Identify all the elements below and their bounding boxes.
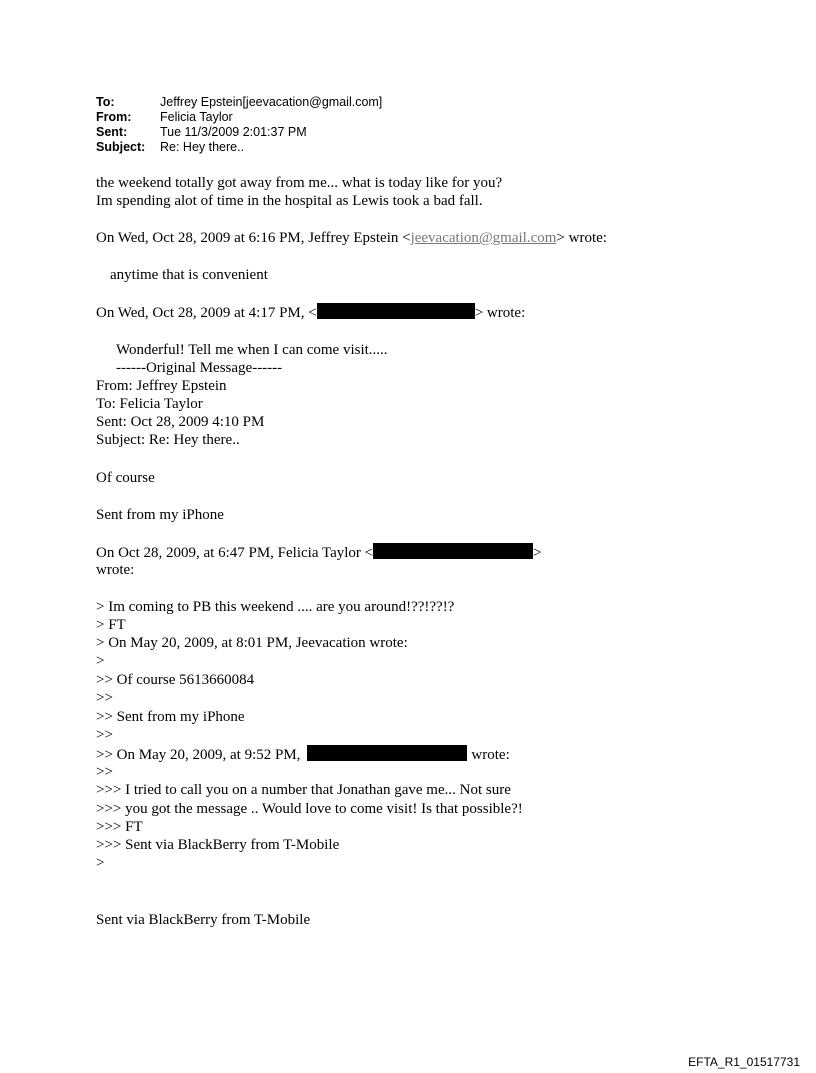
orig-to-line: To: Felicia Taylor [96,396,203,412]
quote-header-2-suffix: > wrote: [474,305,526,321]
sent-value: Tue 11/3/2009 2:01:37 PM [160,125,307,139]
header-subject-row [96,140,382,155]
email-link[interactable]: jeevacation@gmail.com [410,230,557,246]
quote-header-3-suffix: > [533,545,542,561]
quote-header-2-prefix: On Wed, Oct 28, 2009 at 4:17 PM, < [96,305,317,321]
header-sent-row [96,125,382,140]
reply-line-2: Wonderful! Tell me when I can come visit..... [116,342,388,358]
quoted-line-14: >>> Sent via BlackBerry from T-Mobile [96,837,340,853]
quote-header-2 [96,303,525,322]
document-id-stamp: EFTA_R1_01517731 [688,1055,800,1069]
quoted-line-8: >> [96,727,113,743]
quoted-line-1: > Im coming to PB this weekend .... are you around!??!??!? [96,599,455,615]
of-course-line: Of course [96,470,155,486]
redaction-block [317,303,475,319]
quote-header-3 [96,543,542,562]
quoted-line-2: > FT [96,617,126,633]
original-message-separator: ------Original Message------ [116,360,283,376]
quote-header-1 [96,229,607,247]
body-line-1: the weekend totally got away from me... what is today like for you? [96,175,503,191]
quoted-line-3: > On May 20, 2009, at 8:01 PM, Jeevacation wrote: [96,635,408,651]
redaction-block [373,543,533,559]
sent-label: Sent: [96,125,128,139]
email-header [96,95,382,155]
header-from-row [96,110,382,125]
to-label: To: [96,95,115,109]
quote-header-3-prefix: On Oct 28, 2009, at 6:47 PM, Felicia Taylor < [96,545,374,561]
quoted-line-9-prefix: >> On May 20, 2009, at 9:52 PM, [96,747,301,763]
orig-from-line: From: Jeffrey Epstein [96,378,227,394]
orig-subject-line: Subject: Re: Hey there.. [96,432,240,448]
quoted-line-7: >> Sent from my iPhone [96,709,245,725]
reply-line-1: anytime that is convenient [110,267,268,283]
quoted-line-9-suffix: wrote: [471,747,510,763]
to-value: Jeffrey Epstein[jeevacation@gmail.com] [160,95,383,109]
quoted-line-4: > [96,653,105,669]
from-label: From: [96,110,132,124]
quoted-line-11: >>> I tried to call you on a number that Jonathan gave me... Not sure [96,782,511,798]
quote-header-1-prefix: On Wed, Oct 28, 2009 at 6:16 PM, Jeffrey Epstein < [96,230,411,246]
from-value: Felicia Taylor [160,110,233,124]
header-to-row [96,95,382,110]
quoted-line-12: >>> you got the message .. Would love to come visit! Is that possible?! [96,801,523,817]
orig-sent-line: Sent: Oct 28, 2009 4:10 PM [96,414,265,430]
sent-iphone-line: Sent from my iPhone [96,507,224,523]
quoted-line-10: >> [96,764,113,780]
quote-header-3-wrote: wrote: [96,562,135,578]
quoted-line-13: >>> FT [96,819,143,835]
signature-line: Sent via BlackBerry from T-Mobile [96,912,311,928]
quoted-line-9 [96,745,510,764]
quoted-line-6: >> [96,690,113,706]
quoted-line-15: > [96,855,105,871]
subject-value: Re: Hey there.. [160,140,245,154]
subject-label: Subject: [96,140,146,154]
quote-header-1-suffix: > wrote: [556,230,607,246]
quoted-line-5: >> Of course 5613660084 [96,672,255,688]
body-line-2: Im spending alot of time in the hospital as Lewis took a bad fall. [96,193,483,209]
redaction-block [307,745,467,761]
